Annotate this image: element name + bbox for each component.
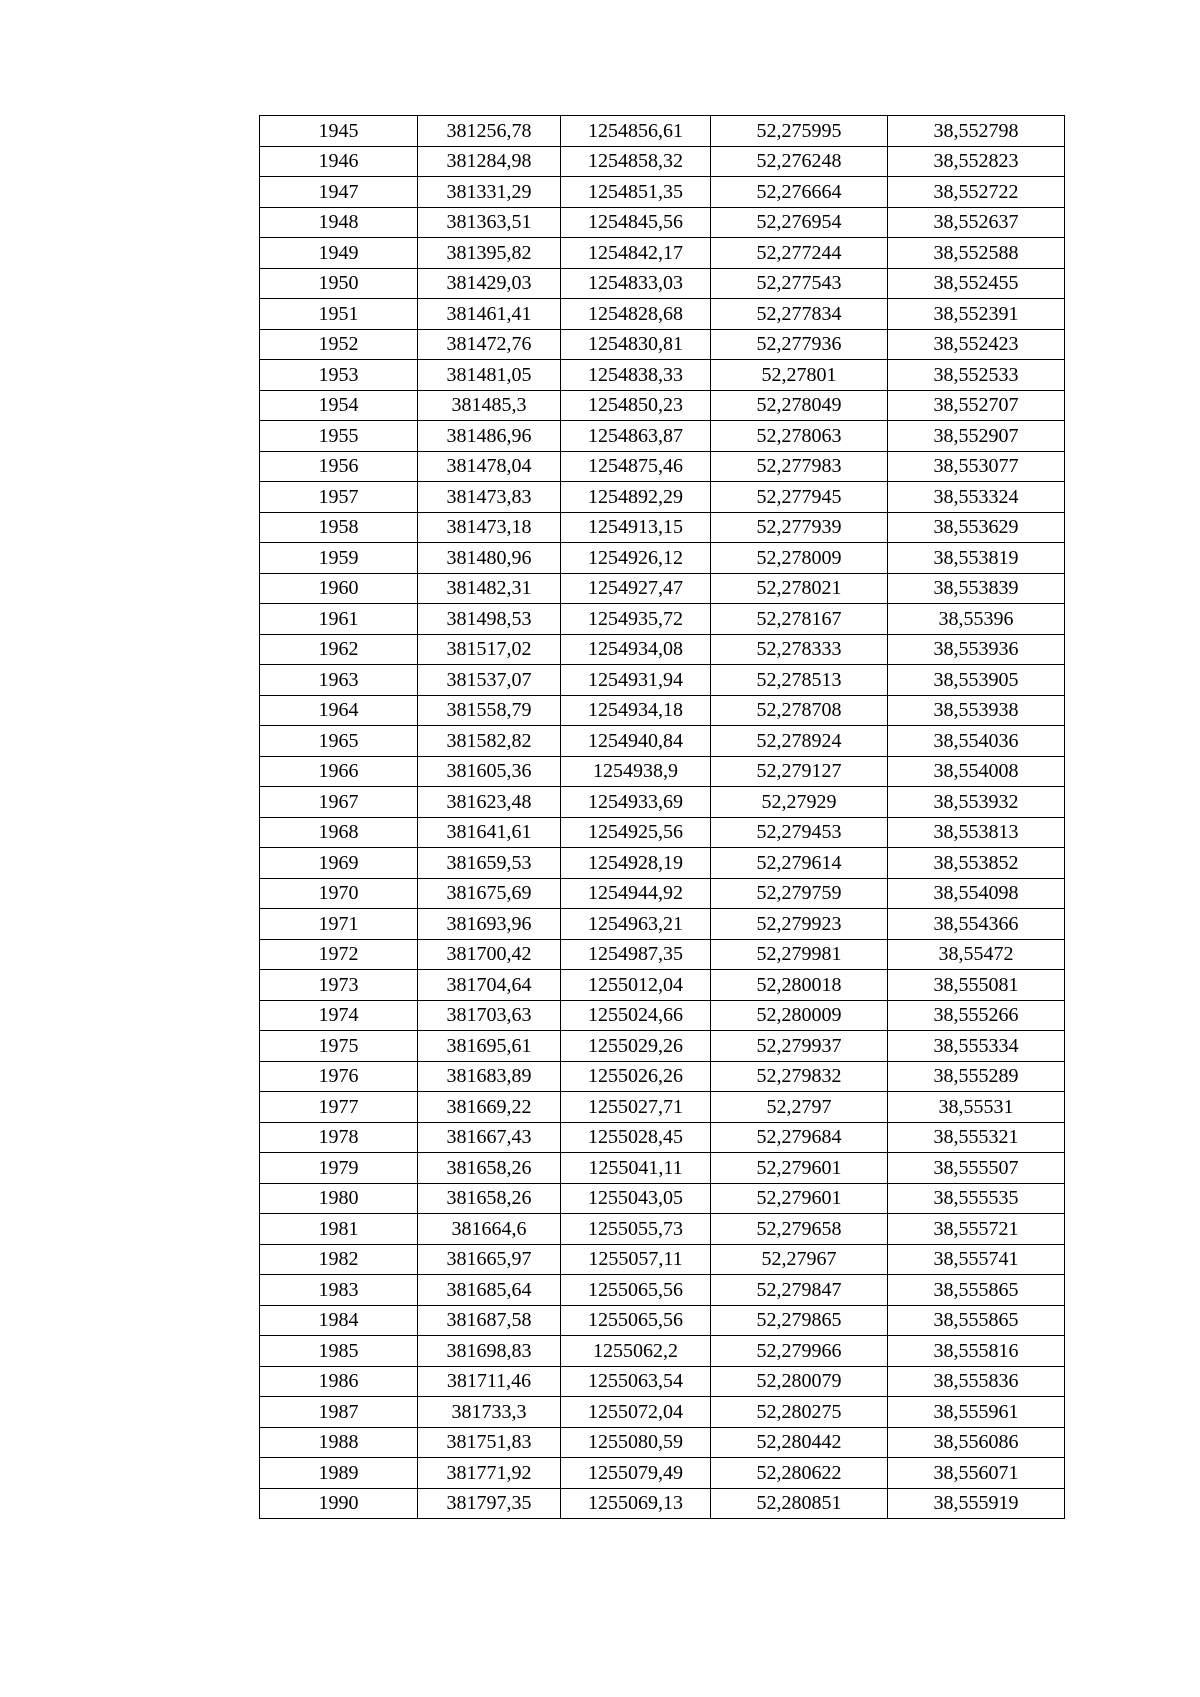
- table-row: [260, 726, 1065, 757]
- cell-latitude: 52,279923: [711, 909, 888, 940]
- cell-x-coordinate: 381687,58: [418, 1305, 561, 1336]
- table-row: [260, 360, 1065, 391]
- cell-longitude: 38,552391: [888, 299, 1065, 330]
- cell-point-number: 1969: [260, 848, 418, 879]
- cell-point-number: 1972: [260, 939, 418, 970]
- cell-x-coordinate: 381395,82: [418, 238, 561, 269]
- table-row: [260, 1336, 1065, 1367]
- cell-x-coordinate: 381284,98: [418, 146, 561, 177]
- cell-x-coordinate: 381658,26: [418, 1183, 561, 1214]
- table-row: [260, 1153, 1065, 1184]
- cell-latitude: 52,278333: [711, 634, 888, 665]
- cell-latitude: 52,2797: [711, 1092, 888, 1123]
- cell-y-coordinate: 1255057,11: [561, 1244, 711, 1275]
- cell-longitude: 38,554098: [888, 878, 1065, 909]
- cell-longitude: 38,552722: [888, 177, 1065, 208]
- table-row: [260, 787, 1065, 818]
- table-row: [260, 1488, 1065, 1519]
- cell-y-coordinate: 1254845,56: [561, 207, 711, 238]
- cell-latitude: 52,27801: [711, 360, 888, 391]
- cell-latitude: 52,278009: [711, 543, 888, 574]
- cell-x-coordinate: 381695,61: [418, 1031, 561, 1062]
- cell-longitude: 38,552798: [888, 116, 1065, 147]
- cell-y-coordinate: 1254850,23: [561, 390, 711, 421]
- cell-y-coordinate: 1254875,46: [561, 451, 711, 482]
- table-row: [260, 451, 1065, 482]
- cell-longitude: 38,553629: [888, 512, 1065, 543]
- cell-latitude: 52,279759: [711, 878, 888, 909]
- cell-y-coordinate: 1254926,12: [561, 543, 711, 574]
- cell-point-number: 1988: [260, 1427, 418, 1458]
- cell-point-number: 1956: [260, 451, 418, 482]
- table-row: [260, 1366, 1065, 1397]
- cell-point-number: 1967: [260, 787, 418, 818]
- cell-point-number: 1979: [260, 1153, 418, 1184]
- cell-x-coordinate: 381771,92: [418, 1458, 561, 1489]
- cell-x-coordinate: 381331,29: [418, 177, 561, 208]
- cell-x-coordinate: 381605,36: [418, 756, 561, 787]
- table-row: [260, 1031, 1065, 1062]
- table-row: [260, 543, 1065, 574]
- cell-point-number: 1985: [260, 1336, 418, 1367]
- table-body: [260, 116, 1065, 1519]
- table-row: [260, 329, 1065, 360]
- cell-latitude: 52,280851: [711, 1488, 888, 1519]
- cell-longitude: 38,553938: [888, 695, 1065, 726]
- cell-latitude: 52,278513: [711, 665, 888, 696]
- cell-point-number: 1949: [260, 238, 418, 269]
- cell-y-coordinate: 1254842,17: [561, 238, 711, 269]
- cell-longitude: 38,553905: [888, 665, 1065, 696]
- table-row: [260, 665, 1065, 696]
- table-row: [260, 756, 1065, 787]
- cell-latitude: 52,279614: [711, 848, 888, 879]
- table-row: [260, 634, 1065, 665]
- cell-longitude: 38,554008: [888, 756, 1065, 787]
- table-row: [260, 1000, 1065, 1031]
- cell-y-coordinate: 1254863,87: [561, 421, 711, 452]
- cell-point-number: 1970: [260, 878, 418, 909]
- cell-y-coordinate: 1254833,03: [561, 268, 711, 299]
- cell-latitude: 52,278167: [711, 604, 888, 635]
- cell-x-coordinate: 381658,26: [418, 1153, 561, 1184]
- cell-point-number: 1946: [260, 146, 418, 177]
- table-row: [260, 1214, 1065, 1245]
- cell-x-coordinate: 381537,07: [418, 665, 561, 696]
- cell-longitude: 38,552533: [888, 360, 1065, 391]
- cell-y-coordinate: 1255069,13: [561, 1488, 711, 1519]
- cell-longitude: 38,554366: [888, 909, 1065, 940]
- cell-longitude: 38,552907: [888, 421, 1065, 452]
- cell-y-coordinate: 1254838,33: [561, 360, 711, 391]
- table-row: [260, 1397, 1065, 1428]
- cell-y-coordinate: 1254927,47: [561, 573, 711, 604]
- cell-longitude: 38,555865: [888, 1275, 1065, 1306]
- cell-latitude: 52,277834: [711, 299, 888, 330]
- cell-x-coordinate: 381558,79: [418, 695, 561, 726]
- cell-point-number: 1978: [260, 1122, 418, 1153]
- cell-latitude: 52,278924: [711, 726, 888, 757]
- table-row: [260, 970, 1065, 1001]
- cell-latitude: 52,277936: [711, 329, 888, 360]
- cell-point-number: 1959: [260, 543, 418, 574]
- cell-latitude: 52,279937: [711, 1031, 888, 1062]
- cell-longitude: 38,553932: [888, 787, 1065, 818]
- table-row: [260, 482, 1065, 513]
- cell-point-number: 1981: [260, 1214, 418, 1245]
- cell-x-coordinate: 381703,63: [418, 1000, 561, 1031]
- cell-y-coordinate: 1254928,19: [561, 848, 711, 879]
- cell-y-coordinate: 1255027,71: [561, 1092, 711, 1123]
- cell-x-coordinate: 381582,82: [418, 726, 561, 757]
- cell-y-coordinate: 1254858,32: [561, 146, 711, 177]
- cell-latitude: 52,278021: [711, 573, 888, 604]
- cell-x-coordinate: 381473,83: [418, 482, 561, 513]
- cell-x-coordinate: 381659,53: [418, 848, 561, 879]
- cell-longitude: 38,555741: [888, 1244, 1065, 1275]
- cell-x-coordinate: 381797,35: [418, 1488, 561, 1519]
- cell-longitude: 38,555919: [888, 1488, 1065, 1519]
- cell-x-coordinate: 381461,41: [418, 299, 561, 330]
- cell-y-coordinate: 1254828,68: [561, 299, 711, 330]
- table-row: [260, 207, 1065, 238]
- cell-point-number: 1975: [260, 1031, 418, 1062]
- cell-x-coordinate: 381693,96: [418, 909, 561, 940]
- cell-point-number: 1947: [260, 177, 418, 208]
- cell-point-number: 1954: [260, 390, 418, 421]
- cell-y-coordinate: 1255012,04: [561, 970, 711, 1001]
- cell-point-number: 1968: [260, 817, 418, 848]
- cell-longitude: 38,552455: [888, 268, 1065, 299]
- cell-y-coordinate: 1254963,21: [561, 909, 711, 940]
- table-row: [260, 1275, 1065, 1306]
- cell-point-number: 1977: [260, 1092, 418, 1123]
- cell-x-coordinate: 381683,89: [418, 1061, 561, 1092]
- cell-point-number: 1952: [260, 329, 418, 360]
- cell-latitude: 52,276954: [711, 207, 888, 238]
- cell-point-number: 1990: [260, 1488, 418, 1519]
- cell-longitude: 38,553839: [888, 573, 1065, 604]
- table-row: [260, 116, 1065, 147]
- cell-latitude: 52,280275: [711, 1397, 888, 1428]
- cell-longitude: 38,553324: [888, 482, 1065, 513]
- cell-point-number: 1962: [260, 634, 418, 665]
- table-row: [260, 1458, 1065, 1489]
- cell-y-coordinate: 1254925,56: [561, 817, 711, 848]
- table-row: [260, 878, 1065, 909]
- table-row: [260, 939, 1065, 970]
- cell-longitude: 38,555289: [888, 1061, 1065, 1092]
- cell-longitude: 38,556086: [888, 1427, 1065, 1458]
- cell-y-coordinate: 1255055,73: [561, 1214, 711, 1245]
- cell-longitude: 38,555836: [888, 1366, 1065, 1397]
- cell-y-coordinate: 1255072,04: [561, 1397, 711, 1428]
- cell-x-coordinate: 381498,53: [418, 604, 561, 635]
- cell-latitude: 52,280018: [711, 970, 888, 1001]
- cell-latitude: 52,276664: [711, 177, 888, 208]
- cell-y-coordinate: 1255080,59: [561, 1427, 711, 1458]
- cell-y-coordinate: 1255065,56: [561, 1275, 711, 1306]
- cell-x-coordinate: 381664,6: [418, 1214, 561, 1245]
- cell-y-coordinate: 1254938,9: [561, 756, 711, 787]
- cell-point-number: 1951: [260, 299, 418, 330]
- cell-point-number: 1960: [260, 573, 418, 604]
- cell-longitude: 38,553852: [888, 848, 1065, 879]
- cell-longitude: 38,553813: [888, 817, 1065, 848]
- cell-y-coordinate: 1254934,18: [561, 695, 711, 726]
- cell-longitude: 38,555507: [888, 1153, 1065, 1184]
- cell-x-coordinate: 381698,83: [418, 1336, 561, 1367]
- cell-x-coordinate: 381685,64: [418, 1275, 561, 1306]
- cell-y-coordinate: 1255026,26: [561, 1061, 711, 1092]
- cell-longitude: 38,555334: [888, 1031, 1065, 1062]
- cell-point-number: 1957: [260, 482, 418, 513]
- cell-x-coordinate: 381485,3: [418, 390, 561, 421]
- cell-point-number: 1971: [260, 909, 418, 940]
- cell-point-number: 1963: [260, 665, 418, 696]
- cell-latitude: 52,279832: [711, 1061, 888, 1092]
- cell-y-coordinate: 1254913,15: [561, 512, 711, 543]
- cell-point-number: 1973: [260, 970, 418, 1001]
- table-row: [260, 817, 1065, 848]
- cell-point-number: 1953: [260, 360, 418, 391]
- table-row: [260, 299, 1065, 330]
- cell-latitude: 52,279865: [711, 1305, 888, 1336]
- cell-latitude: 52,278063: [711, 421, 888, 452]
- table-row: [260, 1183, 1065, 1214]
- table-row: [260, 177, 1065, 208]
- cell-point-number: 1982: [260, 1244, 418, 1275]
- cell-point-number: 1976: [260, 1061, 418, 1092]
- cell-x-coordinate: 381711,46: [418, 1366, 561, 1397]
- cell-latitude: 52,27929: [711, 787, 888, 818]
- cell-x-coordinate: 381363,51: [418, 207, 561, 238]
- cell-latitude: 52,278049: [711, 390, 888, 421]
- cell-y-coordinate: 1255063,54: [561, 1366, 711, 1397]
- cell-longitude: 38,55531: [888, 1092, 1065, 1123]
- table-row: [260, 1244, 1065, 1275]
- cell-x-coordinate: 381704,64: [418, 970, 561, 1001]
- cell-x-coordinate: 381675,69: [418, 878, 561, 909]
- cell-point-number: 1961: [260, 604, 418, 635]
- cell-x-coordinate: 381478,04: [418, 451, 561, 482]
- cell-point-number: 1984: [260, 1305, 418, 1336]
- cell-latitude: 52,276248: [711, 146, 888, 177]
- cell-point-number: 1987: [260, 1397, 418, 1428]
- cell-latitude: 52,280009: [711, 1000, 888, 1031]
- cell-y-coordinate: 1254935,72: [561, 604, 711, 635]
- cell-point-number: 1983: [260, 1275, 418, 1306]
- cell-longitude: 38,553819: [888, 543, 1065, 574]
- cell-latitude: 52,277543: [711, 268, 888, 299]
- cell-x-coordinate: 381669,22: [418, 1092, 561, 1123]
- cell-point-number: 1965: [260, 726, 418, 757]
- cell-y-coordinate: 1255041,11: [561, 1153, 711, 1184]
- cell-latitude: 52,280079: [711, 1366, 888, 1397]
- cell-x-coordinate: 381256,78: [418, 116, 561, 147]
- cell-latitude: 52,27967: [711, 1244, 888, 1275]
- cell-longitude: 38,555721: [888, 1214, 1065, 1245]
- cell-latitude: 52,279601: [711, 1183, 888, 1214]
- cell-point-number: 1974: [260, 1000, 418, 1031]
- cell-latitude: 52,279847: [711, 1275, 888, 1306]
- cell-x-coordinate: 381641,61: [418, 817, 561, 848]
- cell-y-coordinate: 1254933,69: [561, 787, 711, 818]
- cell-latitude: 52,278708: [711, 695, 888, 726]
- cell-longitude: 38,55396: [888, 604, 1065, 635]
- cell-point-number: 1958: [260, 512, 418, 543]
- cell-latitude: 52,277983: [711, 451, 888, 482]
- table-row: [260, 1092, 1065, 1123]
- cell-y-coordinate: 1254892,29: [561, 482, 711, 513]
- cell-latitude: 52,277945: [711, 482, 888, 513]
- cell-point-number: 1989: [260, 1458, 418, 1489]
- cell-y-coordinate: 1255024,66: [561, 1000, 711, 1031]
- table-row: [260, 268, 1065, 299]
- table-row: [260, 909, 1065, 940]
- cell-longitude: 38,55472: [888, 939, 1065, 970]
- cell-longitude: 38,553077: [888, 451, 1065, 482]
- cell-y-coordinate: 1255029,26: [561, 1031, 711, 1062]
- cell-x-coordinate: 381482,31: [418, 573, 561, 604]
- table-row: [260, 390, 1065, 421]
- table-row: [260, 1305, 1065, 1336]
- table-row: [260, 146, 1065, 177]
- cell-y-coordinate: 1254940,84: [561, 726, 711, 757]
- cell-latitude: 52,279981: [711, 939, 888, 970]
- table-row: [260, 573, 1065, 604]
- cell-longitude: 38,552588: [888, 238, 1065, 269]
- cell-y-coordinate: 1254830,81: [561, 329, 711, 360]
- cell-longitude: 38,555081: [888, 970, 1065, 1001]
- cell-point-number: 1964: [260, 695, 418, 726]
- cell-longitude: 38,555865: [888, 1305, 1065, 1336]
- cell-x-coordinate: 381429,03: [418, 268, 561, 299]
- coordinates-table: [259, 115, 1065, 1519]
- cell-longitude: 38,555961: [888, 1397, 1065, 1428]
- cell-latitude: 52,279684: [711, 1122, 888, 1153]
- cell-x-coordinate: 381700,42: [418, 939, 561, 970]
- cell-point-number: 1950: [260, 268, 418, 299]
- table-row: [260, 238, 1065, 269]
- cell-longitude: 38,552637: [888, 207, 1065, 238]
- table-row: [260, 604, 1065, 635]
- cell-longitude: 38,555535: [888, 1183, 1065, 1214]
- cell-x-coordinate: 381667,43: [418, 1122, 561, 1153]
- cell-x-coordinate: 381480,96: [418, 543, 561, 574]
- cell-longitude: 38,553936: [888, 634, 1065, 665]
- cell-longitude: 38,555266: [888, 1000, 1065, 1031]
- cell-latitude: 52,275995: [711, 116, 888, 147]
- table-row: [260, 421, 1065, 452]
- cell-latitude: 52,280442: [711, 1427, 888, 1458]
- cell-y-coordinate: 1255043,05: [561, 1183, 711, 1214]
- cell-point-number: 1955: [260, 421, 418, 452]
- table-row: [260, 1061, 1065, 1092]
- cell-x-coordinate: 381486,96: [418, 421, 561, 452]
- cell-x-coordinate: 381733,3: [418, 1397, 561, 1428]
- cell-y-coordinate: 1254944,92: [561, 878, 711, 909]
- cell-y-coordinate: 1254934,08: [561, 634, 711, 665]
- table-row: [260, 1122, 1065, 1153]
- cell-latitude: 52,277244: [711, 238, 888, 269]
- cell-y-coordinate: 1254931,94: [561, 665, 711, 696]
- cell-longitude: 38,556071: [888, 1458, 1065, 1489]
- cell-y-coordinate: 1254851,35: [561, 177, 711, 208]
- table-row: [260, 1427, 1065, 1458]
- cell-latitude: 52,279658: [711, 1214, 888, 1245]
- table-row: [260, 512, 1065, 543]
- cell-longitude: 38,552423: [888, 329, 1065, 360]
- cell-latitude: 52,279453: [711, 817, 888, 848]
- cell-point-number: 1966: [260, 756, 418, 787]
- cell-longitude: 38,552707: [888, 390, 1065, 421]
- cell-point-number: 1980: [260, 1183, 418, 1214]
- cell-point-number: 1945: [260, 116, 418, 147]
- cell-point-number: 1948: [260, 207, 418, 238]
- cell-point-number: 1986: [260, 1366, 418, 1397]
- cell-longitude: 38,552823: [888, 146, 1065, 177]
- cell-longitude: 38,554036: [888, 726, 1065, 757]
- cell-y-coordinate: 1254856,61: [561, 116, 711, 147]
- table-row: [260, 848, 1065, 879]
- table-row: [260, 695, 1065, 726]
- cell-y-coordinate: 1255062,2: [561, 1336, 711, 1367]
- cell-y-coordinate: 1255028,45: [561, 1122, 711, 1153]
- cell-latitude: 52,279127: [711, 756, 888, 787]
- cell-latitude: 52,279966: [711, 1336, 888, 1367]
- cell-latitude: 52,277939: [711, 512, 888, 543]
- cell-x-coordinate: 381751,83: [418, 1427, 561, 1458]
- cell-x-coordinate: 381472,76: [418, 329, 561, 360]
- cell-y-coordinate: 1254987,35: [561, 939, 711, 970]
- cell-x-coordinate: 381473,18: [418, 512, 561, 543]
- cell-x-coordinate: 381665,97: [418, 1244, 561, 1275]
- cell-latitude: 52,280622: [711, 1458, 888, 1489]
- cell-y-coordinate: 1255065,56: [561, 1305, 711, 1336]
- cell-x-coordinate: 381481,05: [418, 360, 561, 391]
- cell-longitude: 38,555321: [888, 1122, 1065, 1153]
- cell-longitude: 38,555816: [888, 1336, 1065, 1367]
- cell-x-coordinate: 381517,02: [418, 634, 561, 665]
- cell-x-coordinate: 381623,48: [418, 787, 561, 818]
- cell-latitude: 52,279601: [711, 1153, 888, 1184]
- cell-y-coordinate: 1255079,49: [561, 1458, 711, 1489]
